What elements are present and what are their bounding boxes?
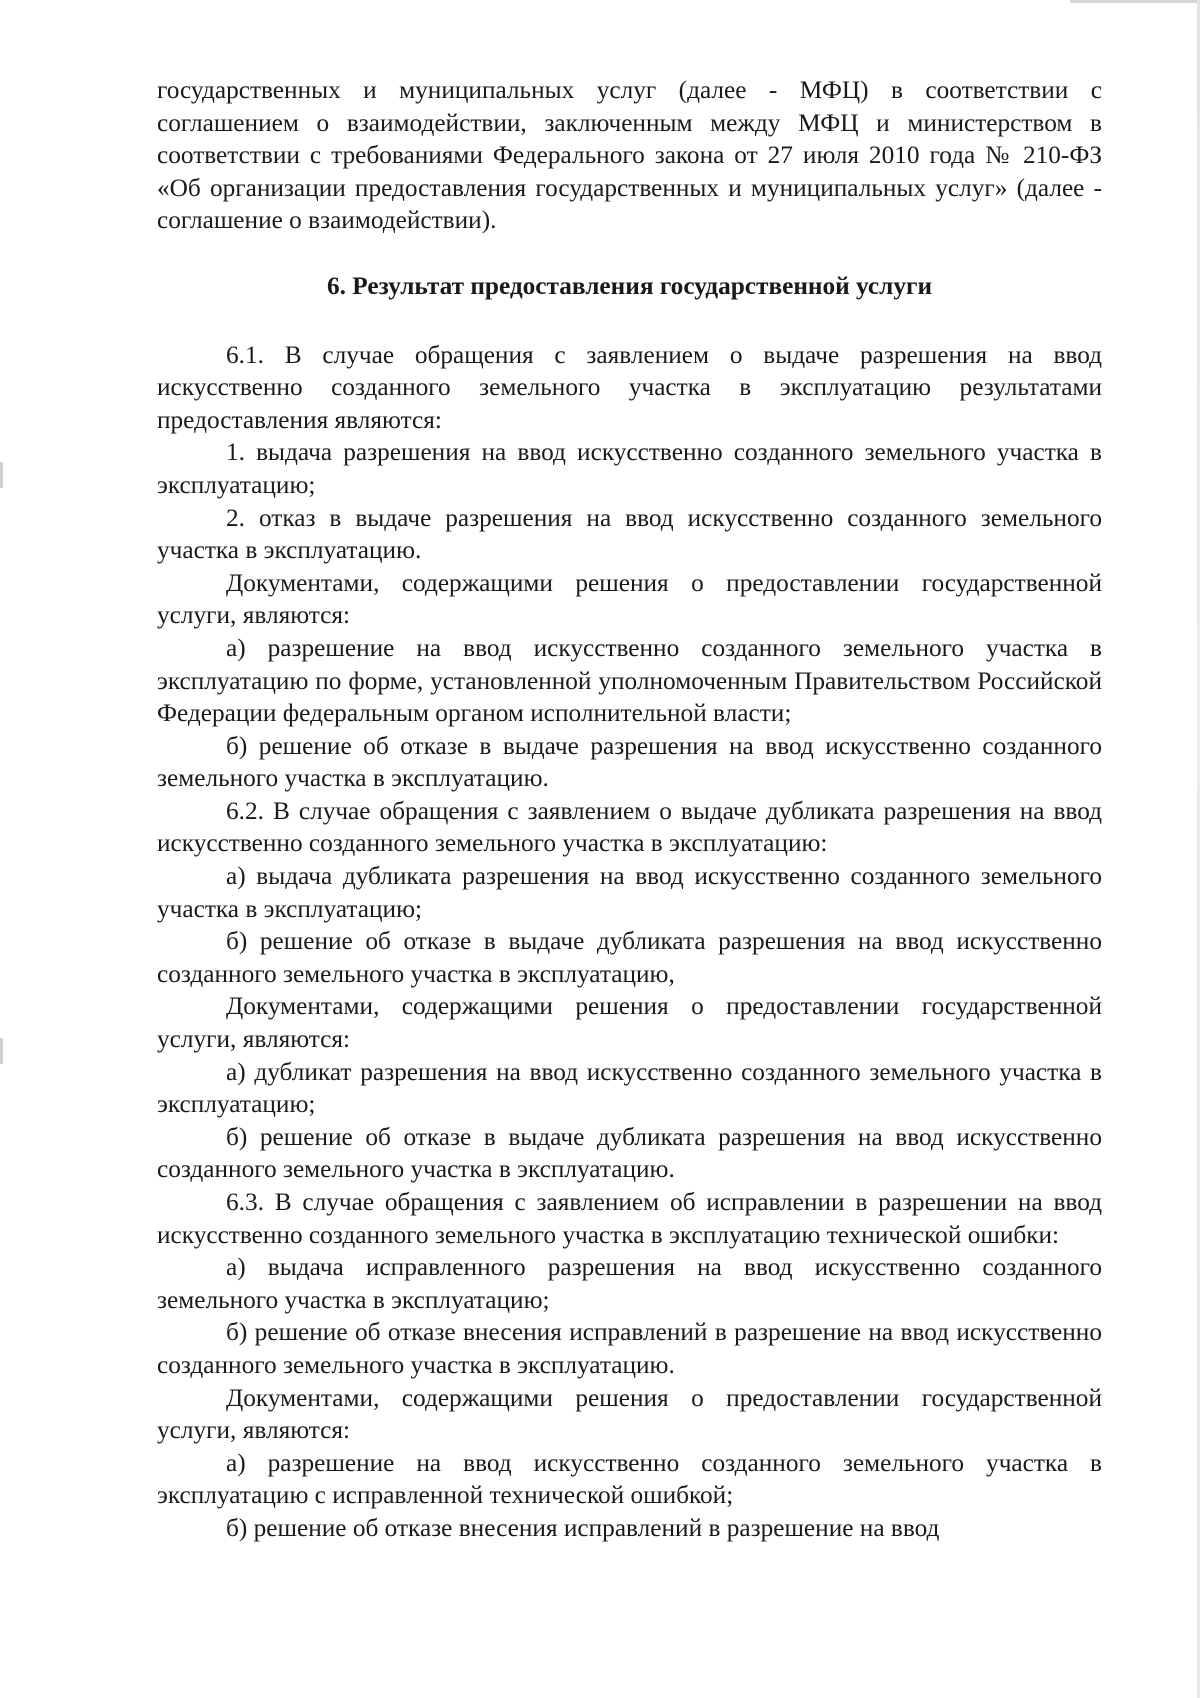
list-item: б) решение об отказе в выдаче разрешения на ввод искусственно созданного земельного участка в эксплуатацию. <box>157 731 1102 793</box>
paragraph-continuation: государственных и муниципальных услуг (далее - МФЦ) в соответствии с соглашением о взаимодействии, заключенным между МФЦ и министерством в соответствии с требованиями Федерального закона от 27 июля 2010 года № 210-ФЗ «Об организации предоставления государственных и муниципальных услуг» (далее - соглашение о взаимодействии). <box>157 76 1102 235</box>
paragraph: Документами, содержащими решения о предоставлении государственной услуги, являются: <box>157 568 1102 630</box>
document-body <box>157 74 1102 1545</box>
scan-edge-top <box>1070 0 1200 3</box>
list-item: б) решение об отказе в выдаче дубликата разрешения на ввод искусственно созданного земельного участка в эксплуатацию. <box>157 1122 1102 1184</box>
list-item: а) разрешение на ввод искусственно созданного земельного участка в эксплуатацию с исправленной технической ошибкой; <box>157 1448 1102 1510</box>
scan-mark <box>0 1038 3 1064</box>
list-item: 1. выдача разрешения на ввод искусственно созданного земельного участка в эксплуатацию; <box>157 438 1102 499</box>
paragraph: Документами, содержащими решения о предоставлении государственной услуги, являются: <box>157 992 1102 1054</box>
list-item: б) решение об отказе внесения исправлений в разрешение на ввод <box>226 1513 940 1542</box>
list-item: а) выдача исправленного разрешения на ввод искусственно созданного земельного участка в эксплуатацию; <box>157 1253 1102 1314</box>
section-heading: 6. Результат предоставления государственной услуги <box>326 271 933 300</box>
list-item: а) выдача дубликата разрешения на ввод искусственно созданного земельного участка в эксплуатацию; <box>157 862 1102 923</box>
list-item: а) разрешение на ввод искусственно созданного земельного участка в эксплуатацию по форме, установленной уполномоченным Правительством Российской Федерации федеральным органом исполнительной власти; <box>157 633 1102 728</box>
list-item: 2. отказ в выдаче разрешения на ввод искусственно созданного земельного участка в эксплуатацию. <box>157 503 1102 565</box>
list-item: б) решение об отказе внесения исправлений в разрешение на ввод искусственно созданного земельного участка в эксплуатацию. <box>157 1318 1102 1379</box>
paragraph-6-2: 6.2. В случае обращения с заявлением о выдаче дубликата разрешения на ввод искусственно созданного земельного участка в эксплуатацию: <box>157 796 1102 858</box>
paragraph-6-1: 6.1. В случае обращения с заявлением о выдаче разрешения на ввод искусственно созданного земельного участка в эксплуатацию результатами предоставления являются: <box>157 340 1102 434</box>
list-item: б) решение об отказе в выдаче дубликата разрешения на ввод искусственно созданного земельного участка в эксплуатацию, <box>157 927 1102 988</box>
list-item: а) дубликат разрешения на ввод искусственно созданного земельного участка в эксплуатацию; <box>157 1057 1102 1119</box>
scan-mark <box>0 462 3 488</box>
paragraph-6-3: 6.3. В случае обращения с заявлением об исправлении в разрешении на ввод искусственно созданного земельного участка в эксплуатацию технической ошибки: <box>157 1188 1102 1249</box>
paragraph: Документами, содержащими решения о предоставлении государственной услуги, являются: <box>157 1383 1102 1445</box>
